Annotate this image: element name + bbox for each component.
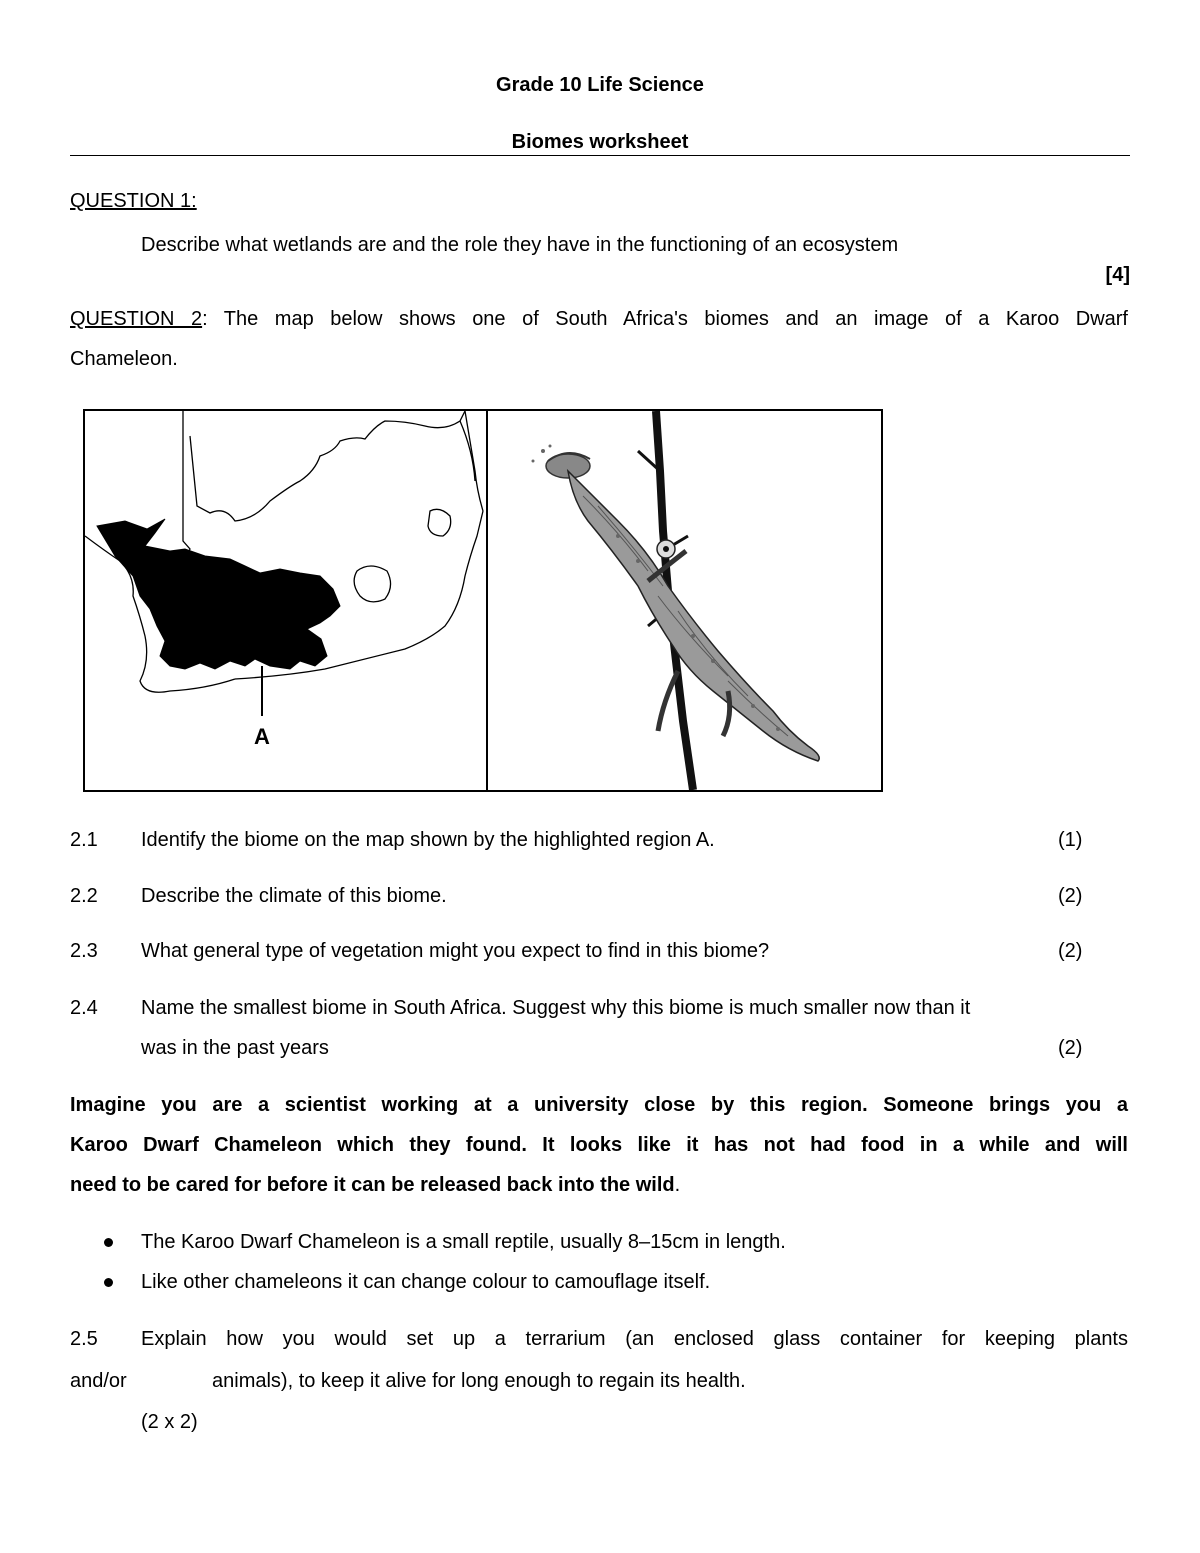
scenario-line-3-end: . xyxy=(674,1174,681,1196)
item-2-5-line1: Explain how you would set up a terrarium (an enclosed glass container for keeping plants xyxy=(141,1328,1128,1350)
question-1-marks: [4] xyxy=(1105,264,1130,286)
worksheet-title: Grade 10 Life Science xyxy=(496,74,704,96)
bullet-item-1: The Karoo Dwarf Chameleon is a small reptile, usually 8–15cm in length. xyxy=(141,1231,786,1253)
question-2-intro xyxy=(70,308,1128,331)
item-2-1-number: 2.1 xyxy=(70,829,98,851)
question-1-text: Describe what wetlands are and the role they have in the functioning of an ecosystem xyxy=(141,234,899,256)
item-2-5-line2a: and/or xyxy=(70,1370,127,1392)
item-2-3-marks: (2) xyxy=(1058,940,1083,962)
item-2-2-number: 2.2 xyxy=(70,885,98,907)
scenario-line-2: Karoo Dwarf Chameleon which they found. It looks like it has not had food in a while and will xyxy=(70,1134,1128,1156)
bullet-item-2: Like other chameleons it can change colour to camouflage itself. xyxy=(141,1271,711,1293)
item-2-4-marks: (2) xyxy=(1058,1037,1083,1059)
item-2-5-line2b: animals), to keep it alive for long enough to regain its health. xyxy=(212,1370,746,1392)
item-2-3-number: 2.3 xyxy=(70,940,98,962)
chameleon-illustration xyxy=(488,411,884,790)
scenario-line-1: Imagine you are a scientist working at a university close by this region. Someone brings you a xyxy=(70,1094,1128,1116)
biome-figure xyxy=(83,409,883,792)
header-divider xyxy=(70,155,1130,156)
item-2-4-number: 2.4 xyxy=(70,997,98,1019)
question-2-intro-line2: Chameleon. xyxy=(70,348,178,370)
scenario-line-3 xyxy=(70,1174,680,1197)
question-1-label: QUESTION 1: xyxy=(70,190,197,212)
bullet-dot xyxy=(104,1278,113,1287)
item-2-4-text-line1: Name the smallest biome in South Africa. Suggest why this biome is much smaller now than it xyxy=(141,997,971,1019)
bullet-dot xyxy=(104,1238,113,1247)
question-2-label: QUESTION 2 xyxy=(70,308,203,330)
item-2-5-marks: (2 x 2) xyxy=(141,1411,198,1433)
scenario-line-3-text: need to be cared for before it can be released back into the wild xyxy=(70,1174,675,1196)
map-region-label: A xyxy=(254,724,270,749)
item-2-3-text: What general type of vegetation might you expect to find in this biome? xyxy=(141,940,770,962)
item-2-2-marks: (2) xyxy=(1058,885,1083,907)
worksheet-subtitle: Biomes worksheet xyxy=(511,131,689,153)
question-2-intro-line1: : The map below shows one of South Africa's biomes and an image of a Karoo Dwarf xyxy=(202,308,1128,330)
item-2-1-marks: (1) xyxy=(1058,829,1083,851)
item-2-2-text: Describe the climate of this biome. xyxy=(141,885,447,907)
item-2-4-text-line2: was in the past years xyxy=(141,1037,329,1059)
item-2-5-number: 2.5 xyxy=(70,1328,98,1350)
south-africa-map xyxy=(85,411,485,790)
item-2-1-text: Identify the biome on the map shown by the highlighted region A. xyxy=(141,829,715,851)
